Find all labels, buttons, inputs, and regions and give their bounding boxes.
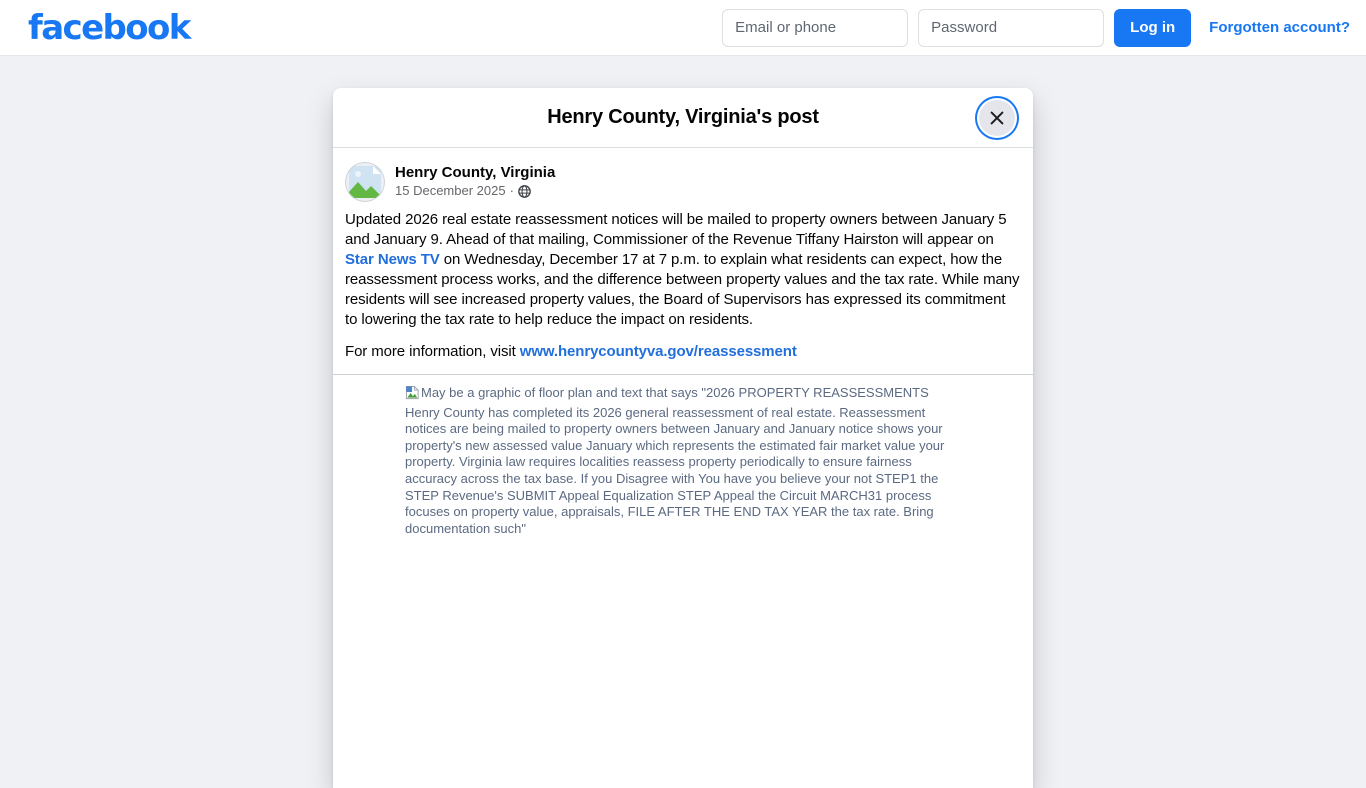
post-message [345,210,1021,362]
facebook-logo[interactable]: facebook [28,7,190,48]
top-header-bar [0,0,1366,56]
post-author-row [345,160,1021,210]
login-form [722,9,1350,47]
reassessment-url-link[interactable]: www.henrycountyva.gov/reassessment [519,342,797,360]
post-paragraph-1-part-2: on Wednesday, December 17 at 7 p.m. to explain what residents can expect, how the reassessment process works, and the difference between property values and the tax rate. While many residents will see increased property values, the Board of Supervisors has expressed its commitment to lowering the tax rate to help reduce the impact on residents. [345,250,1020,328]
email-or-phone-input[interactable] [722,9,908,47]
post-paragraph-1-part-1: Updated 2026 real estate reassessment notices will be mailed to property owners between January 5 and January 9. Ahead of that mailing, Commissioner of the Revenue Tiffany Hairston will appear on [345,211,1007,248]
meta-separator: · [509,183,514,199]
globe-public-icon[interactable] [518,185,531,198]
post-paragraph-2-prefix: For more information, visit [345,342,520,360]
post-content [333,148,1033,375]
post-meta [395,183,555,200]
alt-text-content: May be a graphic of floor plan and text that says "2026 PROPERTY REASSESSMENTS Henry County has completed its 2026 general reassessment of real estate. Reassessment notices are being mailed to property owners between January and January notice shows your property's new assessed value January which represents the estimated fair market value your property. Virginia law requires localities reassess property periodically to ensure fairness accuracy across the tax base. If you Disagree with You have you believe your not STEP1 the STEP Revenue's SUBMIT Appeal Equalization STEP Appeal the Circuit MARCH31 process focuses on property value, appraisals, FILE AFTER THE END TAX YEAR the tax rate. Bring documentation such" [405,384,945,536]
author-name[interactable]: Henry County, Virginia [395,164,556,182]
post-dialog [333,88,1033,788]
close-dialog-button[interactable] [979,100,1015,136]
broken-image-icon [405,385,420,405]
star-news-tv-link[interactable]: Star News TV [345,250,440,268]
dialog-header [333,88,1033,148]
broken-image-avatar-icon [345,162,385,202]
password-input[interactable] [918,9,1104,47]
post-paragraph-1 [345,210,1021,330]
post-media-area [333,375,1033,755]
author-avatar[interactable] [345,162,385,202]
forgotten-account-link[interactable]: Forgotten account? [1209,19,1350,36]
close-x-icon [988,109,1006,127]
log-in-button[interactable]: Log in [1114,9,1191,47]
dialog-title: Henry County, Virginia's post [547,106,819,128]
broken-image-alt-text-block[interactable] [405,385,961,538]
author-meta [395,164,555,200]
post-paragraph-2 [345,342,1021,362]
post-date[interactable]: 15 December 2025 [395,183,506,199]
